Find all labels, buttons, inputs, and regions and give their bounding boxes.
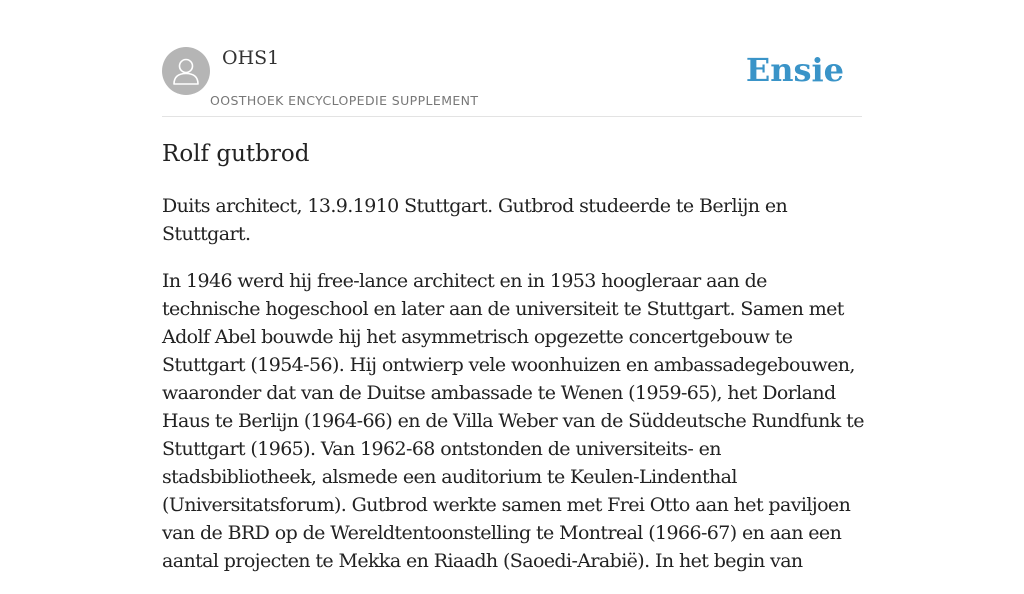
article-paragraph: Duits architect, 13.9.1910 Stuttgart. Gutbrod studeerde te Berlijn en Stuttgart.	[162, 195, 788, 245]
ensie-logo[interactable]: Ensie	[745, 51, 844, 89]
article-body	[162, 192, 867, 594]
source-subtitle: OOSTHOEK ENCYCLOPEDIE SUPPLEMENT	[210, 93, 479, 108]
article-paragraph: In 1946 werd hij free-lance architect en in 1953 hoogleraar aan de technische hogeschool en later aan de universiteit te Stuttgart. Samen met Adolf Abel bouwde hij het asymmetrisch opgezette concertgebouw te Stuttgart (1954-56). Hij ontwierp vele woonhuizen en ambassadegebouwen, waaronder dat van de Duitse ambassade te Wenen (1959-65), het Dorland Haus te Berlijn (1964-66) en de Villa Weber van de Süddeutsche Rundfunk te Stuttgart (1965). Van 1962-68 ontstonden de universiteits- en stadsbibliotheek, alsmede een auditorium te Keulen-Lindenthal (Universitatsforum). Gutbrod werkte samen met Frei Otto aan het paviljoen van de BRD op de Wereldtentoonstelling te Montreal (1966-67) en aan een aantal projecten te Mekka en Riaadh (Saoedi-Arabië). In het begin van	[162, 270, 864, 572]
avatar[interactable]	[162, 47, 210, 95]
user-icon	[162, 47, 210, 95]
source-header	[162, 40, 862, 117]
article-title: Rolf gutbrod	[162, 141, 310, 167]
source-title[interactable]: OHS1	[222, 47, 280, 69]
